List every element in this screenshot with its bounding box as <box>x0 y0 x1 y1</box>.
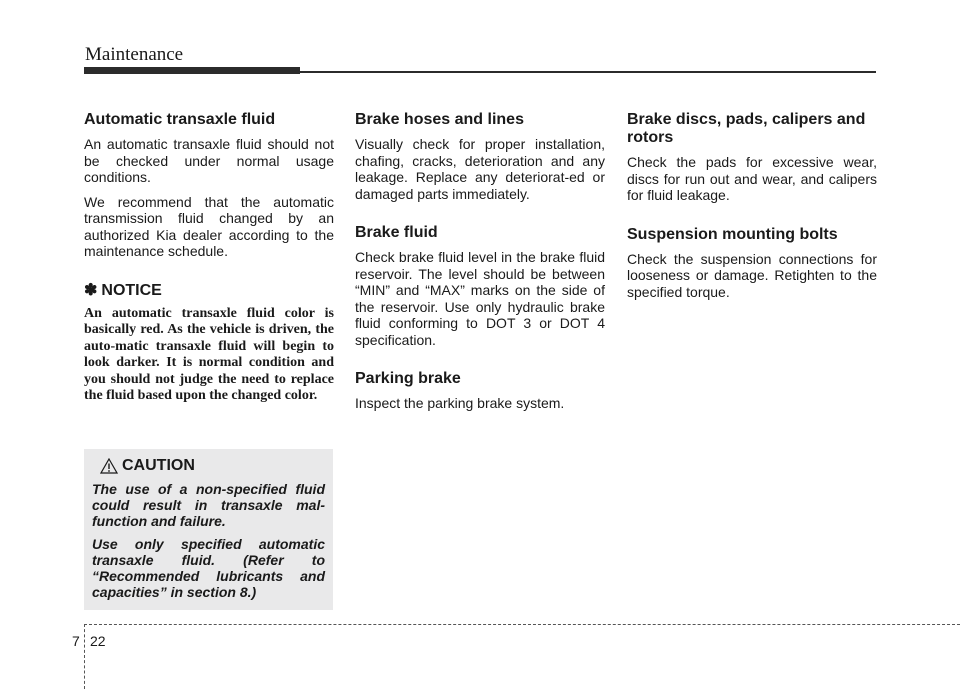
caution-text: The use of a non-specified fluid could result in transaxle mal-function and failure. <box>92 481 325 529</box>
column-right <box>627 111 877 308</box>
section-title: Maintenance <box>85 44 184 65</box>
notice-title: NOTICE <box>101 281 162 299</box>
footer-rule <box>84 624 960 625</box>
header-rule-thick <box>84 67 300 74</box>
caution-text: Use only specified automatic transaxle fluid. (Refer to “Recommended lubricants and capacities” in section 8.) <box>92 536 325 600</box>
paragraph: Check the suspension connections for looseness or damage. Retighten to the specified torque. <box>627 250 877 300</box>
paragraph: We recommend that the automatic transmission fluid changed by an authorized Kia dealer according to the maintenance schedule. <box>84 193 334 259</box>
header-rule-thin <box>300 71 876 73</box>
paragraph: Check brake fluid level in the brake fluid reservoir. The level should be between “MIN” and “MAX” marks on the side of the reservoir. Use only hydraulic brake fluid conforming to DOT 3 or DOT 4 specification. <box>355 249 605 348</box>
paragraph: Visually check for proper installation, chafing, cracks, deterioration and any leakage. Replace any deteriorat-ed or damaged parts immediately. <box>355 136 605 202</box>
warning-triangle-icon <box>100 458 118 474</box>
notice-star-icon: ✽ <box>84 281 98 299</box>
paragraph: Check the pads for excessive wear, discs for run out and wear, and calipers for fluid leakage. <box>627 154 877 203</box>
caution-box <box>84 449 333 610</box>
heading-brake-discs: Brake discs, pads, calipers and rotors <box>627 111 866 146</box>
heading-brake-hoses: Brake hoses and lines <box>355 111 524 128</box>
heading-suspension-bolts: Suspension mounting bolts <box>627 225 838 243</box>
heading-brake-fluid: Brake fluid <box>355 224 438 241</box>
column-middle <box>355 111 605 420</box>
page-number: 22 <box>90 633 106 649</box>
notice-heading <box>84 282 334 300</box>
column-left <box>84 111 334 405</box>
caution-title: CAUTION <box>122 457 195 474</box>
paragraph: Inspect the parking brake system. <box>355 395 565 411</box>
heading-parking-brake: Parking brake <box>355 370 461 387</box>
notice-body: An automatic transaxle fluid color is basically red. As the vehicle is driven, the auto-matic transaxle fluid will begin to look darker. It is normal condition and you should not judge the need to replace the fluid based upon the changed color. <box>84 305 334 403</box>
footer-divider <box>84 624 85 689</box>
chapter-number: 7 <box>72 633 80 649</box>
paragraph: An automatic transaxle fluid should not be checked under normal usage conditions. <box>84 136 334 185</box>
caution-heading <box>100 457 325 475</box>
heading-automatic-transaxle-fluid: Automatic transaxle fluid <box>84 111 276 128</box>
